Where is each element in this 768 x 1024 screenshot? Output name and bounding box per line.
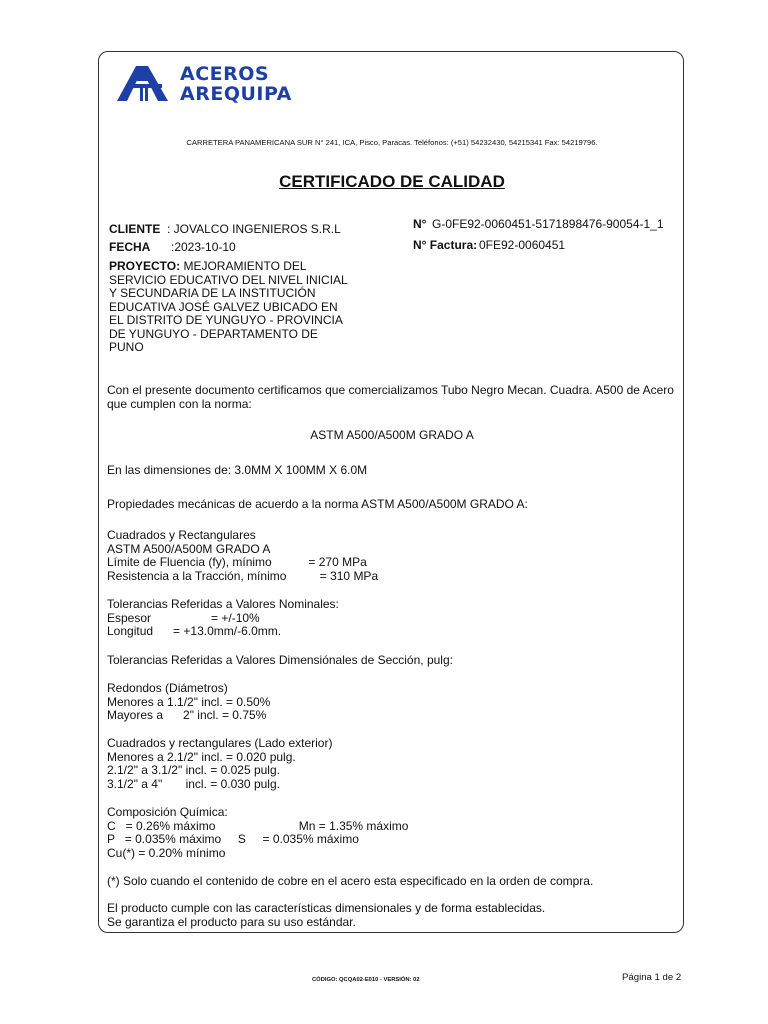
quimica-line: P = 0.035% máximo S = 0.035% máximo [107, 832, 359, 846]
redondos-line: Menores a 1.1/2" incl. = 0.50% [107, 694, 271, 709]
brand-line-2: AREQUIPA [180, 83, 292, 105]
cuadrados-line: Menores a 2.1/2" incl. = 0.020 pulg. [107, 749, 296, 764]
dimensiones-line: En las dimensiones de: 3.0MM X 100MM X 6.0M [107, 463, 368, 477]
fecha-value: :2023-10-10 [171, 240, 236, 254]
norma-line: ASTM A500/A500M GRADO A [310, 428, 474, 442]
nominal-tolerances [107, 598, 339, 639]
intro-paragraph [107, 384, 674, 411]
factura-label: N° Factura: [413, 238, 478, 252]
chemical-composition [107, 806, 408, 860]
document-code: CÓDIGO: QCQA02-E010 - VERSIÓN: 02 [312, 977, 420, 983]
redondos-block [107, 682, 270, 723]
proyecto-value: MEJORAMIENTO DEL SERVICIO EDUCATIVO DEL NIVEL INICIAL Y SECUNDARIA DE LA INSTITUCIÓN EDUCATIVA JOSÉ GALVEZ UBICADO EN EL DISTRITO DE YUNGUYO - PROVINCIA DE YUNGUYO - DEPARTAMENTO DE PUNO [109, 259, 348, 354]
company-logo [114, 64, 304, 108]
page-number: Página 1 de 2 [622, 972, 682, 983]
intro-line-1: Con el presente documento certificamos que comercializamos Tubo Negro Mecan. Cuadra. A500 de Acero [107, 383, 674, 397]
numero-value: G-0FE92-0060451-5171898476-90054-1_1 [432, 217, 664, 231]
quimica-line: C = 0.26% máximo Mn = 1.35% máximo [107, 818, 409, 833]
mech-line: Resistencia a la Tracción, mínimo = 310 MPa [107, 568, 379, 583]
proyecto-label: PROYECTO: [109, 259, 181, 273]
aceros-arequipa-logo-mark [114, 64, 174, 104]
fecha-label: FECHA [109, 240, 151, 254]
mech-line: Límite de Fluencia (fy), mínimo = 270 MPa [107, 555, 367, 569]
cuadrados-line: 2.1/2" a 3.1/2" incl. = 0.025 pulg. [107, 763, 280, 777]
mechanical-properties [107, 529, 378, 583]
propiedades-line: Propiedades mecánicas de acuerdo a la norma ASTM A500/A500M GRADO A: [107, 497, 528, 511]
document-title: CERTIFICADO DE CALIDAD [279, 172, 505, 191]
closing-paragraph [107, 902, 545, 929]
tol-nom-line: Tolerancias Referidas a Valores Nominales: [107, 597, 339, 611]
cuadrados-line: Cuadrados y rectangulares (Lado exterior) [107, 736, 333, 750]
closing-line-2: Se garantiza el producto para su uso estándar. [107, 914, 356, 929]
cliente-label: CLIENTE [109, 222, 161, 236]
redondos-line: Mayores a 2" incl. = 0.75% [107, 708, 267, 722]
mech-line: Cuadrados y Rectangulares [107, 528, 256, 542]
quimica-line: Cu(*) = 0.20% mínimo [107, 845, 226, 860]
quimica-line: Composición Química: [107, 805, 228, 819]
cuadrados-line: 3.1/2" a 4" incl. = 0.030 pulg. [107, 776, 280, 791]
closing-line-1: El producto cumple con las características dimensionales y de forma establecidas. [107, 901, 546, 915]
numero-label: N° [413, 217, 427, 231]
copper-note: (*) Solo cuando el contenido de cobre en el acero esta especificado en la orden de compra. [107, 874, 594, 888]
tol-nom-line: Longitud = +13.0mm/-6.0mm. [107, 624, 282, 638]
proyecto-block [109, 260, 349, 355]
company-address: CARRETERA PANAMERICANA SUR N° 241, ICA, Pisco, Paracas. Teléfonos: (+51) 54232430, 54215341 Fax: 54219796. [186, 138, 598, 147]
cliente-value: : JOVALCO INGENIEROS S.R.L [167, 222, 341, 236]
factura-value: 0FE92-0060451 [479, 238, 566, 252]
brand-line-1: ACEROS [180, 63, 270, 85]
intro-line-2: que cumplen con la norma: [107, 396, 252, 411]
mech-line: ASTM A500/A500M GRADO A [107, 541, 271, 556]
tol-nom-line: Espesor = +/-10% [107, 610, 260, 625]
redondos-line: Redondos (Diámetros) [107, 681, 228, 695]
cuadrados-block [107, 737, 332, 791]
brand-name [180, 64, 292, 104]
dimensional-tolerances-heading: Tolerancias Referidas a Valores Dimensiónales de Sección, pulg: [107, 653, 453, 667]
